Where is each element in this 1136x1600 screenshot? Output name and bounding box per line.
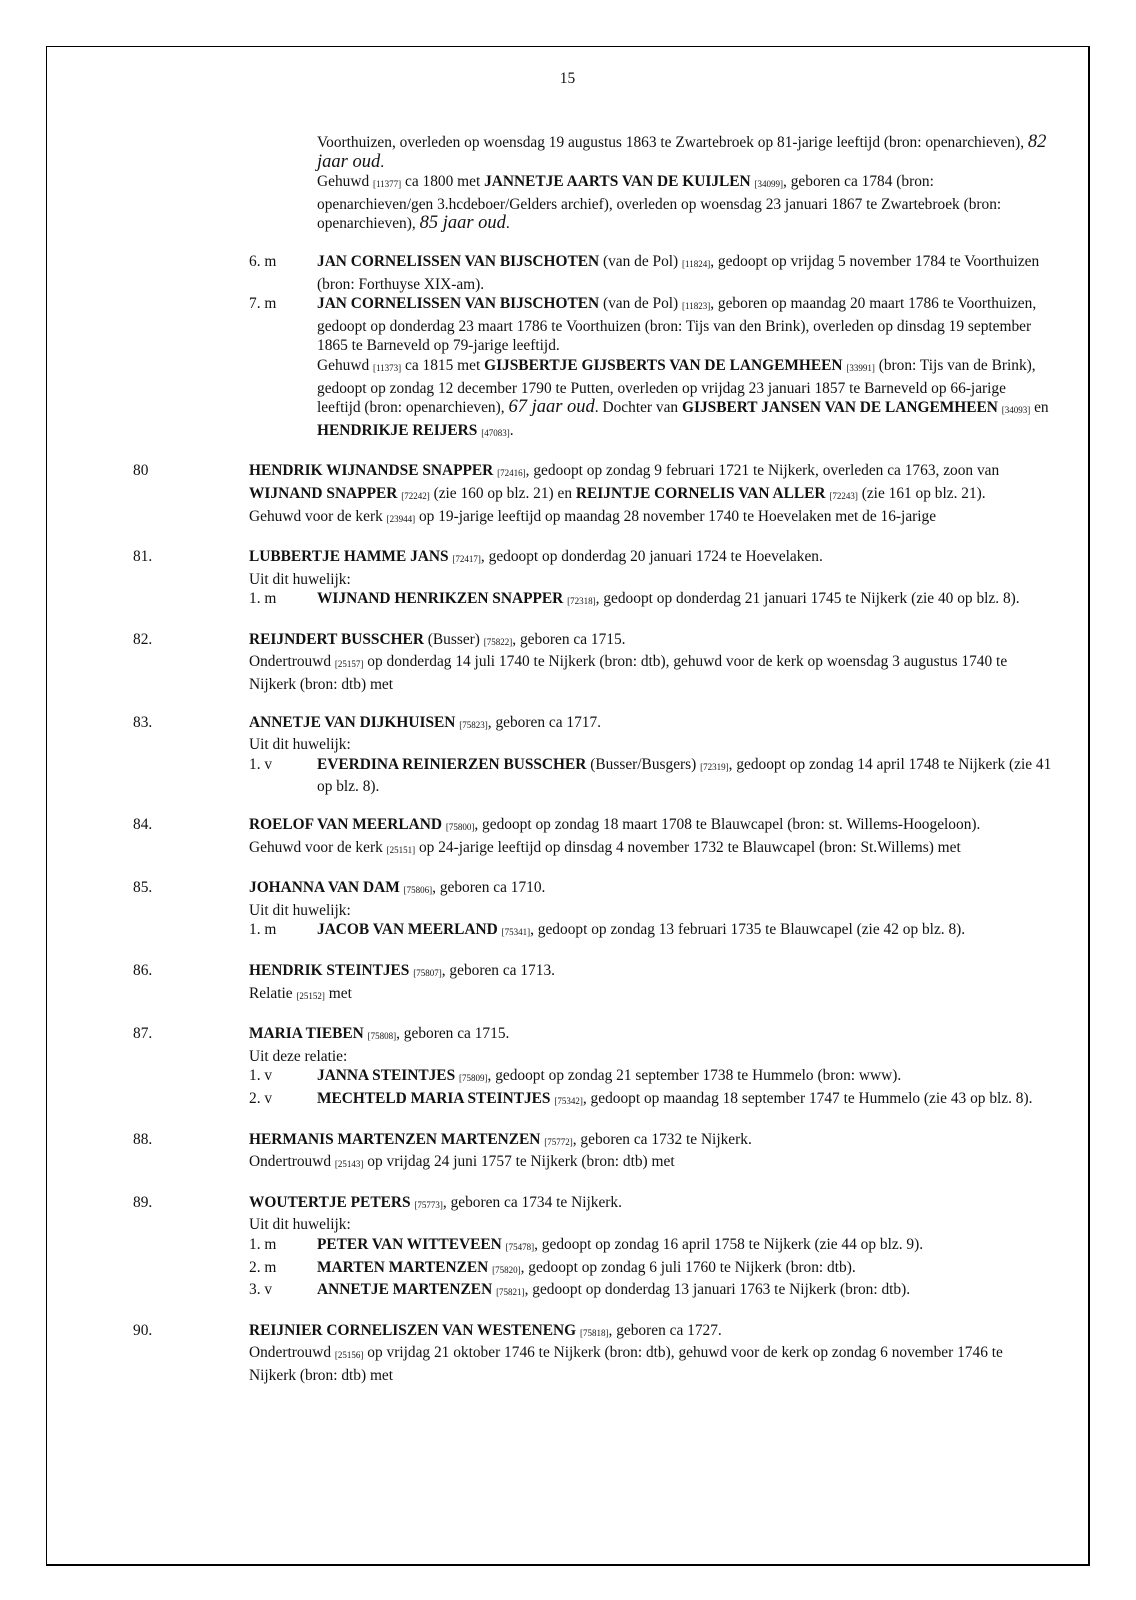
person-name: HENDRIK STEINTJES bbox=[249, 962, 410, 979]
entry-number: 86. bbox=[133, 962, 153, 979]
record-id: [34099] bbox=[754, 179, 784, 190]
text-run: Gehuwd bbox=[317, 356, 373, 374]
person-name: HENDRIK WIJNANDSE SNAPPER bbox=[249, 462, 494, 480]
text-run: Uit dit huwelijk: bbox=[249, 570, 351, 588]
entry-body bbox=[249, 133, 1053, 443]
person-name: PETER VAN WITTEVEEN bbox=[317, 1235, 502, 1253]
entry-line bbox=[249, 878, 1053, 901]
child-record bbox=[249, 589, 1053, 612]
text-run: , geboren ca 1710. bbox=[432, 879, 546, 897]
entry-number: 87. bbox=[133, 1025, 153, 1043]
child-label: 2. v bbox=[249, 1089, 273, 1107]
record-id: [72242] bbox=[401, 490, 430, 501]
text-run: , gedoopt op donderdag 21 januari 1745 te Nijkerk (zie 40 op blz. 8). bbox=[595, 590, 1020, 608]
record-id: [75822] bbox=[483, 636, 513, 647]
entry bbox=[133, 547, 1053, 612]
text-run: . bbox=[380, 153, 385, 171]
entry-line bbox=[249, 901, 1053, 921]
text-run: , gedoopt op zondag 21 september 1738 te Hummelo (bron: www). bbox=[487, 1067, 902, 1085]
text-run: Gehuwd bbox=[317, 173, 373, 191]
text-run: Ondertrouwd bbox=[249, 653, 335, 671]
age-note: 82 jaar oud bbox=[317, 132, 1047, 172]
entry-number: 81. bbox=[133, 548, 153, 566]
child-record bbox=[249, 1258, 1053, 1281]
record-id: [75341] bbox=[501, 927, 531, 938]
text-run: (zie 160 op blz. 21) en bbox=[429, 484, 576, 502]
record-id: [75478] bbox=[505, 1241, 535, 1252]
entry bbox=[133, 1024, 1053, 1111]
child-text bbox=[317, 252, 1053, 294]
record-id: [75808] bbox=[367, 1031, 397, 1042]
text-run: , geboren ca 1713. bbox=[441, 962, 555, 979]
spacer bbox=[133, 1175, 1053, 1193]
child-label: 7. m bbox=[249, 295, 277, 313]
marriage-text bbox=[317, 172, 1053, 234]
child-label: 1. m bbox=[249, 590, 277, 608]
entry bbox=[133, 461, 1053, 529]
child-record bbox=[249, 294, 1053, 443]
entry-line bbox=[249, 507, 1053, 530]
entry-line bbox=[249, 570, 1053, 590]
entry-line bbox=[249, 1130, 1053, 1153]
entry-line bbox=[249, 1215, 1053, 1235]
record-id: [75806] bbox=[403, 885, 433, 896]
text-run: op donderdag 14 juli 1740 te Nijkerk (bron: dtb), gehuwd voor de kerk op woensdag 3 augustus 1740 te Nijkerk (bron: dtb) met bbox=[249, 653, 1008, 694]
person-name: WOUTERTJE PETERS bbox=[249, 1193, 411, 1211]
text-run: , geboren ca 1727. bbox=[608, 1321, 722, 1339]
child-record bbox=[249, 755, 1053, 797]
person-name: ROELOF VAN MEERLAND bbox=[249, 816, 442, 834]
text-run: , gedoopt op zondag 18 maart 1708 te Blauwcapel (bron: st. Willems-Hoogeloon). bbox=[474, 816, 981, 834]
entry-line bbox=[249, 984, 1053, 1007]
person-name: JACOB VAN MEERLAND bbox=[317, 921, 498, 939]
entry-line bbox=[249, 961, 1053, 984]
spacer bbox=[133, 1006, 1053, 1024]
entry-number: 89. bbox=[133, 1193, 153, 1211]
entry bbox=[133, 1130, 1053, 1175]
entry-body bbox=[249, 630, 1053, 695]
spacer bbox=[249, 234, 1053, 252]
person-name: MARIA TIEBEN bbox=[249, 1025, 364, 1043]
person-name: WIJNAND SNAPPER bbox=[249, 484, 398, 502]
spacer bbox=[133, 695, 1053, 713]
record-id: [33991] bbox=[846, 362, 875, 373]
record-id: [34093] bbox=[1001, 405, 1031, 416]
child-record bbox=[249, 1066, 1053, 1089]
person-name: JOHANNA VAN DAM bbox=[249, 879, 400, 897]
person-name: GIJSBERT JANSEN VAN DE LANGEMHEEN bbox=[681, 399, 998, 417]
person-name: JAN CORNELISSEN VAN BIJSCHOTEN bbox=[317, 252, 600, 270]
spacer bbox=[133, 1303, 1053, 1321]
child-record bbox=[249, 1089, 1053, 1112]
person-name: REIJNTJE CORNELIS VAN ALLER bbox=[575, 484, 826, 502]
text-run: , gedoopt op maandag 18 september 1747 te Hummelo (zie 43 op blz. 8). bbox=[582, 1089, 1033, 1107]
record-id: [23944] bbox=[386, 513, 416, 524]
entry bbox=[133, 713, 1053, 797]
record-id: [11377] bbox=[373, 179, 402, 190]
child-label: 6. m bbox=[249, 252, 277, 270]
record-id: [47083] bbox=[481, 427, 510, 438]
entry-line bbox=[249, 838, 1053, 861]
marriage-text bbox=[317, 356, 1053, 443]
child-label: 1. m bbox=[249, 921, 277, 939]
continued-entry bbox=[133, 133, 1053, 443]
text-run: , geboren ca 1715. bbox=[396, 1025, 510, 1043]
entry-line bbox=[249, 1152, 1053, 1175]
text-run: , gedoopt op zondag 13 februari 1735 te Blauwcapel (zie 42 op blz. 8). bbox=[530, 921, 966, 939]
person-name: REIJNIER CORNELISZEN VAN WESTENENG bbox=[249, 1321, 577, 1339]
text-run: , gedoopt op donderdag 13 januari 1763 te Nijkerk (bron: dtb). bbox=[524, 1281, 911, 1299]
entry-number: 84. bbox=[133, 816, 153, 834]
entry-line bbox=[249, 1193, 1053, 1216]
record-id: [75342] bbox=[554, 1095, 583, 1106]
record-id: [11824] bbox=[682, 258, 711, 269]
text-run: op 24-jarige leeftijd op dinsdag 4 november 1732 te Blauwcapel (bron: St.Willems) met bbox=[415, 838, 961, 856]
child-text bbox=[317, 294, 1053, 356]
text-run: . bbox=[509, 421, 514, 439]
text-run: Ondertrouwd bbox=[249, 1153, 335, 1171]
text-run: Gehuwd voor de kerk bbox=[249, 838, 387, 856]
record-id: [75800] bbox=[445, 822, 475, 833]
text-run: ca 1800 met bbox=[401, 173, 485, 191]
child-label: 1. m bbox=[249, 1235, 277, 1253]
text-run: , gedoopt op zondag 14 april 1748 te Nijkerk (zie 41 op blz. 8). bbox=[317, 755, 1052, 796]
spacer bbox=[133, 943, 1053, 961]
entry-body bbox=[249, 1130, 1053, 1175]
child-text bbox=[317, 133, 1053, 172]
spacer bbox=[133, 1112, 1053, 1130]
record-id: [75773] bbox=[414, 1199, 443, 1210]
child-text bbox=[317, 1280, 1053, 1303]
entry-number: 82. bbox=[133, 630, 153, 648]
record-id: [72319] bbox=[700, 761, 729, 772]
spacer bbox=[133, 529, 1053, 547]
person-name: JAN CORNELISSEN VAN BIJSCHOTEN bbox=[317, 295, 600, 313]
text-run: Voorthuizen, overleden op woensdag 19 augustus 1863 te Zwartebroek op 81-jarige leeftijd (bron: openarchieven), bbox=[317, 134, 1028, 151]
record-id: [72416] bbox=[497, 468, 526, 479]
record-id: [25156] bbox=[334, 1350, 364, 1361]
person-name: LUBBERTJE HAMME JANS bbox=[249, 548, 449, 566]
page-content bbox=[133, 133, 1053, 1386]
entry bbox=[133, 878, 1053, 943]
entry-body bbox=[249, 1024, 1053, 1111]
record-id: [25157] bbox=[334, 659, 364, 670]
record-id: [75772] bbox=[544, 1136, 573, 1147]
person-name: JANNETJE AARTS VAN DE KUIJLEN bbox=[484, 173, 751, 191]
child-record bbox=[249, 1235, 1053, 1258]
text-run: , geboren op maandag 20 maart 1786 te Voorthuizen, gedoopt op donderdag 23 maart 1786 te Voorthuizen (bron: Tijs van den Brink), overleden op dinsdag 19 september 1865 te Barneveld op 79-jarige leeftijd. bbox=[317, 295, 1037, 355]
text-run: , geboren ca 1734 te Nijkerk. bbox=[442, 1193, 622, 1211]
text-run: ca 1815 met bbox=[401, 356, 485, 374]
spacer bbox=[133, 860, 1053, 878]
entry-line bbox=[249, 461, 1053, 506]
entry-line bbox=[249, 1024, 1053, 1047]
text-run: (van de Pol) bbox=[599, 252, 683, 270]
entry-number: 83. bbox=[133, 713, 153, 731]
entry-line bbox=[249, 815, 1053, 838]
child-label: 3. v bbox=[249, 1281, 273, 1299]
text-run: (Busser/Busgers) bbox=[586, 755, 701, 773]
entry-number: 85. bbox=[133, 879, 153, 897]
child-record bbox=[249, 1280, 1053, 1303]
person-name: GIJSBERTJE GIJSBERTS VAN DE LANGEMHEEN bbox=[484, 356, 843, 374]
child-record bbox=[249, 920, 1053, 943]
child-text bbox=[317, 755, 1053, 797]
entry-line bbox=[249, 547, 1053, 570]
text-run: (Busser) bbox=[423, 630, 484, 648]
text-run: Uit dit huwelijk: bbox=[249, 901, 351, 919]
entry-line bbox=[249, 630, 1053, 653]
entry bbox=[133, 815, 1053, 860]
child-label: 1. v bbox=[249, 1067, 273, 1085]
child-label: 1. v bbox=[249, 755, 273, 773]
child-record bbox=[249, 252, 1053, 294]
text-run: op 19-jarige leeftijd op maandag 28 november 1740 te Hoevelaken met de 16-jarige bbox=[415, 507, 937, 525]
person-name: ANNETJE VAN DIJKHUISEN bbox=[249, 713, 456, 731]
person-name: MECHTELD MARIA STEINTJES bbox=[317, 1089, 551, 1107]
child-text bbox=[317, 1235, 1053, 1258]
entry-body bbox=[249, 1193, 1053, 1303]
person-name: REIJNDERT BUSSCHER bbox=[249, 630, 424, 648]
entry-line bbox=[249, 1047, 1053, 1067]
child-record-continued bbox=[249, 133, 1053, 234]
entry bbox=[133, 961, 1053, 1006]
text-run: Relatie bbox=[249, 984, 297, 1002]
text-run: , gedoopt op vrijdag 5 november 1784 te Voorthuizen (bron: Forthuyse XIX-am). bbox=[317, 252, 1040, 293]
person-name: JANNA STEINTJES bbox=[317, 1067, 456, 1085]
text-run: en bbox=[1030, 399, 1049, 417]
entry-body bbox=[249, 1321, 1053, 1386]
child-text bbox=[317, 589, 1053, 612]
text-run: , geboren ca 1715. bbox=[512, 630, 626, 648]
entry-line bbox=[249, 652, 1053, 694]
record-id: [75809] bbox=[459, 1073, 488, 1084]
entry-body bbox=[249, 815, 1053, 860]
child-text bbox=[317, 920, 1053, 943]
entry-number: 88. bbox=[133, 1130, 153, 1148]
person-name: HENDRIKJE REIJERS bbox=[317, 421, 478, 439]
spacer bbox=[133, 797, 1053, 815]
entry-body bbox=[249, 878, 1053, 943]
text-run: Ondertrouwd bbox=[249, 1344, 335, 1362]
page-number: 15 bbox=[559, 70, 576, 87]
text-run: , gedoopt op zondag 16 april 1758 te Nijkerk (zie 44 op blz. 9). bbox=[534, 1235, 924, 1253]
entry-line bbox=[249, 735, 1053, 755]
record-id: [75821] bbox=[496, 1287, 525, 1298]
child-text bbox=[317, 1089, 1053, 1112]
text-run: op vrijdag 24 juni 1757 te Nijkerk (bron: dtb) met bbox=[363, 1153, 675, 1171]
age-note: 67 jaar oud bbox=[508, 397, 595, 418]
text-run: (zie 161 op blz. 21). bbox=[857, 484, 986, 502]
entry-line bbox=[249, 713, 1053, 736]
spacer bbox=[133, 443, 1053, 461]
record-id: [72318] bbox=[567, 596, 596, 607]
entry-body bbox=[249, 547, 1053, 612]
text-run: op vrijdag 21 oktober 1746 te Nijkerk (bron: dtb), gehuwd voor de kerk op zondag 6 november 1746 te Nijkerk (bron: dtb) met bbox=[249, 1344, 1003, 1384]
entry bbox=[133, 630, 1053, 695]
text-run: Gehuwd voor de kerk bbox=[249, 507, 387, 525]
record-id: [11823] bbox=[682, 301, 711, 312]
record-id: [72417] bbox=[452, 554, 481, 565]
text-run: Uit dit huwelijk: bbox=[249, 1216, 351, 1234]
person-name: MARTEN MARTENZEN bbox=[317, 1258, 489, 1276]
document-page bbox=[46, 46, 1090, 1566]
person-name: WIJNAND HENRIKZEN SNAPPER bbox=[317, 590, 564, 608]
person-name: HERMANIS MARTENZEN MARTENZEN bbox=[249, 1130, 541, 1148]
child-label: 2. m bbox=[249, 1258, 277, 1276]
text-run: (bron: Tijs van de Brink), gedoopt op zondag 12 december 1790 te Putten, overleden op vrijdag 23 januari 1857 te Barneveld op 66-jarige leeftijd (bron: openarchieven), bbox=[317, 356, 1036, 417]
spacer bbox=[133, 612, 1053, 630]
entry bbox=[133, 1193, 1053, 1303]
record-id: [75823] bbox=[459, 719, 488, 730]
record-id: [11373] bbox=[373, 362, 402, 373]
entry-body bbox=[249, 713, 1053, 797]
person-name: EVERDINA REINIERZEN BUSSCHER bbox=[317, 755, 587, 773]
child-text bbox=[317, 1258, 1053, 1281]
record-id: [75807] bbox=[413, 968, 442, 978]
entries-list bbox=[133, 461, 1053, 1385]
entry-number: 80 bbox=[133, 462, 149, 480]
record-id: [25152] bbox=[296, 990, 325, 1001]
entry bbox=[133, 1321, 1053, 1386]
text-run: , gedoopt op zondag 6 juli 1760 te Nijkerk (bron: dtb). bbox=[520, 1258, 856, 1276]
entry-line bbox=[249, 1343, 1053, 1385]
entry-number: 90. bbox=[133, 1321, 153, 1339]
text-run: Uit deze relatie: bbox=[249, 1047, 348, 1065]
person-name: ANNETJE MARTENZEN bbox=[317, 1281, 493, 1299]
record-id: [72243] bbox=[829, 490, 858, 501]
text-run: , gedoopt op donderdag 20 januari 1724 te Hoevelaken. bbox=[480, 548, 823, 566]
text-run: Uit dit huwelijk: bbox=[249, 736, 351, 754]
text-run: , geboren ca 1732 te Nijkerk. bbox=[572, 1130, 752, 1148]
text-run: , gedoopt op zondag 9 februari 1721 te Nijkerk, overleden ca 1763, zoon van bbox=[525, 462, 1000, 480]
text-run: . bbox=[505, 215, 510, 233]
entry-body bbox=[249, 461, 1053, 529]
text-run: met bbox=[324, 984, 352, 1002]
text-run: . Dochter van bbox=[594, 399, 682, 417]
record-id: [25151] bbox=[386, 844, 416, 855]
text-run: (van de Pol) bbox=[599, 295, 683, 313]
record-id: [75818] bbox=[580, 1327, 609, 1338]
text-run: , geboren ca 1784 (bron: openarchieven/gen 3.hcdeboer/Gelders archief), overleden op woensdag 23 januari 1867 te Zwartebroek (bron: openarchieven), bbox=[317, 173, 1002, 233]
record-id: [25143] bbox=[334, 1159, 364, 1170]
entry-line bbox=[249, 1321, 1053, 1344]
child-text bbox=[317, 1066, 1053, 1089]
record-id: [75820] bbox=[492, 1264, 521, 1275]
age-note: 85 jaar oud bbox=[419, 213, 506, 234]
entry-body bbox=[249, 961, 1053, 1006]
text-run: , geboren ca 1717. bbox=[487, 713, 602, 731]
